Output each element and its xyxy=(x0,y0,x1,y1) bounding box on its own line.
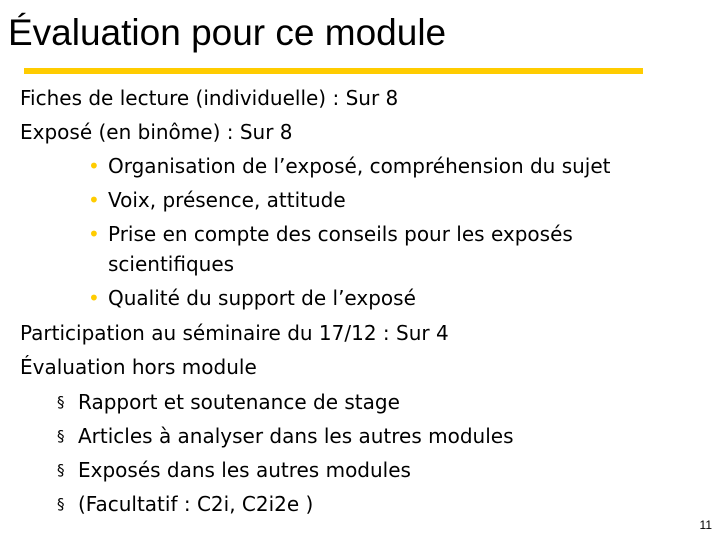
square-bullet-icon: § xyxy=(57,427,65,445)
square-bullet-icon: § xyxy=(57,393,65,411)
slide-title: Évaluation pour ce module xyxy=(8,12,447,53)
page-number: 11 xyxy=(699,518,712,532)
subitem-conseils: Prise en compte des conseils pour les exposés xyxy=(108,222,573,246)
subitem-organisation: Organisation de l’exposé, compréhension du sujet xyxy=(108,154,611,178)
item-evaluation-hors-module: Évaluation hors module xyxy=(20,355,257,379)
subitem-qualite-support: Qualité du support de l’exposé xyxy=(108,286,416,310)
subitem-voix: Voix, présence, attitude xyxy=(108,188,346,212)
subitem-conseils-continued: scientifiques xyxy=(108,252,235,276)
title-underline xyxy=(24,68,643,74)
bullet-icon: • xyxy=(88,222,100,246)
subitem-exposes-autres: Exposés dans les autres modules xyxy=(78,458,411,482)
square-bullet-icon: § xyxy=(57,461,65,479)
subitem-articles: Articles à analyser dans les autres modules xyxy=(78,424,514,448)
item-fiches-de-lecture: Fiches de lecture (individuelle) : Sur 8 xyxy=(20,86,399,110)
square-bullet-icon: § xyxy=(57,495,65,513)
bullet-icon: • xyxy=(88,286,100,310)
subitem-rapport-stage: Rapport et soutenance de stage xyxy=(78,390,400,414)
bullet-icon: • xyxy=(88,154,100,178)
item-participation: Participation au séminaire du 17/12 : Sur 4 xyxy=(20,321,449,345)
item-expose: Exposé (en binôme) : Sur 8 xyxy=(20,120,293,144)
subitem-facultatif: (Facultatif : C2i, C2i2e ) xyxy=(78,492,314,516)
bullet-icon: • xyxy=(88,188,100,212)
